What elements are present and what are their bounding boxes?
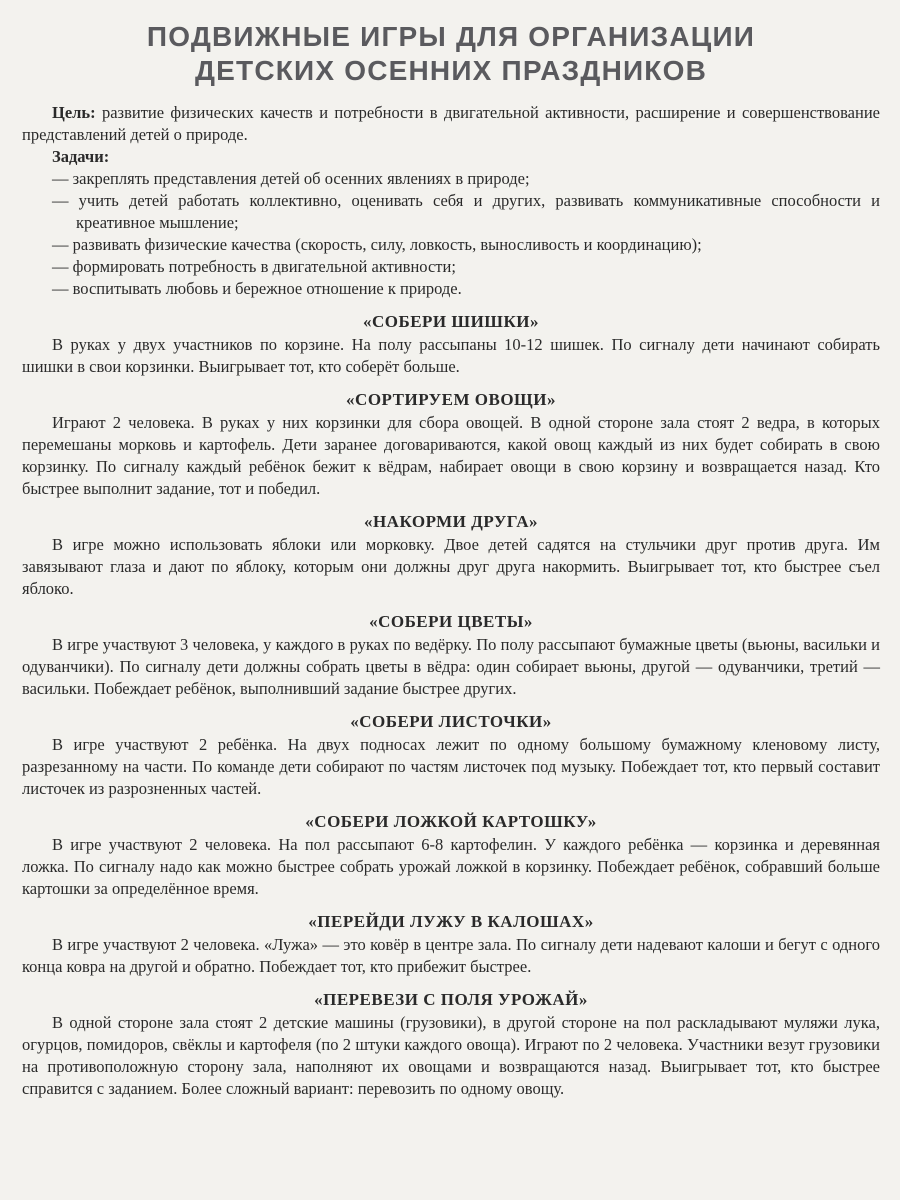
game-title: «СОРТИРУЕМ ОВОЩИ»	[346, 390, 556, 409]
game-section	[22, 510, 880, 600]
game-description: В игре участвуют 3 человека, у каждого в руках по ведёрку. По полу рассыпают бумажные цветы (вьюны, васильки и одуванчики). По сигналу дети должны собрать цветы в вёдра: один собирает вьюны, другой — одуванчики, третий — васильки. Побеждает ребёнок, выполнивший задание быстрее других.	[22, 635, 880, 698]
game-title: «СОБЕРИ ЦВЕТЫ»	[369, 612, 533, 631]
task-item: — закреплять представления детей об осенних явлениях в природе;	[52, 169, 530, 188]
game-section	[22, 310, 880, 378]
game-title: «НАКОРМИ ДРУГА»	[363, 512, 539, 531]
page-title	[22, 20, 880, 88]
game-description: В игре участвуют 2 ребёнка. На двух подносах лежит по одному большому бумажному кленовому листу, разрезанному на части. По команде дети собирают по частям листочек под музыку. Побеждает тот, кто первый составит листочек из разрозненных частей.	[22, 735, 880, 798]
goal-section	[22, 102, 880, 300]
game-section	[22, 910, 880, 978]
goal-paragraph	[22, 102, 880, 146]
game-title: «ПЕРЕВЕЗИ С ПОЛЯ УРОЖАЙ»	[314, 990, 588, 1009]
game-title: «СОБЕРИ ЛИСТОЧКИ»	[350, 712, 552, 731]
tasks-list	[22, 168, 880, 300]
task-item: — формировать потребность в двигательной активности;	[52, 257, 456, 276]
tasks-label: Задачи:	[52, 147, 110, 166]
game-description: В игре участвуют 2 человека. На пол рассыпают 6-8 картофелин. У каждого ребёнка — корзинка и деревянная ложка. По сигналу надо как можно быстрее собрать урожай ложкой в корзинку. Побеждает ребёнок, собравший больше картошки за определённое время.	[22, 835, 880, 898]
task-item: — развивать физические качества (скорость, силу, ловкость, выносливость и координацию);	[52, 235, 702, 254]
game-title: «СОБЕРИ ЛОЖКОЙ КАРТОШКУ»	[305, 812, 597, 831]
game-section	[22, 988, 880, 1100]
game-section	[22, 610, 880, 700]
game-title: «СОБЕРИ ШИШКИ»	[362, 312, 540, 331]
task-item: — учить детей работать коллективно, оценивать себя и других, развивать коммуникативные способности и креативное мышление;	[52, 191, 880, 232]
page-title-line-2: ДЕТСКИХ ОСЕННИХ ПРАЗДНИКОВ	[195, 55, 707, 86]
game-description: Играют 2 человека. В руках у них корзинки для сбора овощей. В одной стороне зала стоят 2 ведра, в которых перемешаны морковь и картофель. Дети заранее договариваются, какой овощ каждый из них будет собирать в свою корзинку. По сигналу каждый ребёнок бежит к вёдрам, набирает овощи в свою корзину и возвращается назад. Кто быстрее выполнит задание, тот и победил.	[22, 413, 880, 498]
game-description: В руках у двух участников по корзине. На полу рассыпаны 10-12 шишек. По сигналу дети начинают собирать шишки в свои корзинки. Выигрывает тот, кто соберёт больше.	[22, 335, 880, 376]
game-title: «ПЕРЕЙДИ ЛУЖУ В КАЛОШАХ»	[308, 912, 594, 931]
game-description: В игре можно использовать яблоки или морковку. Двое детей садятся на стульчики друг против друга. Им завязывают глаза и дают по яблоку, которым они должны друг друга накормить. Выигрывает тот, кто быстрее съел яблоко.	[22, 535, 880, 598]
game-section	[22, 810, 880, 900]
page-title-line-1: ПОДВИЖНЫЕ ИГРЫ ДЛЯ ОРГАНИЗАЦИИ	[146, 21, 756, 52]
goal-label: Цель:	[52, 103, 96, 122]
game-section	[22, 710, 880, 800]
game-section	[22, 388, 880, 500]
task-item: — воспитывать любовь и бережное отношение к природе.	[52, 279, 462, 298]
goal-text: развитие физических качеств и потребности в двигательной активности, расширение и совершенствование представлений детей о природе.	[22, 103, 880, 144]
game-description: В одной стороне зала стоят 2 детские машины (грузовики), в другой стороне на пол раскладывают муляжи лука, огурцов, помидоров, свёклы и картофеля (по 2 штуки каждого овоща). Играют по 2 человека. Участники везут грузовики на противоположную сторону зала, наполняют их овощами и возвращаются назад. Выигрывает тот, кто быстрее справится с заданием. Более сложный вариант: перевозить по одному овощу.	[22, 1013, 880, 1098]
game-description: В игре участвуют 2 человека. «Лужа» — это ковёр в центре зала. По сигналу дети надевают калоши и бегут с одного конца ковра на другой и обратно. Побеждает тот, кто прибежит быстрее.	[22, 935, 880, 976]
